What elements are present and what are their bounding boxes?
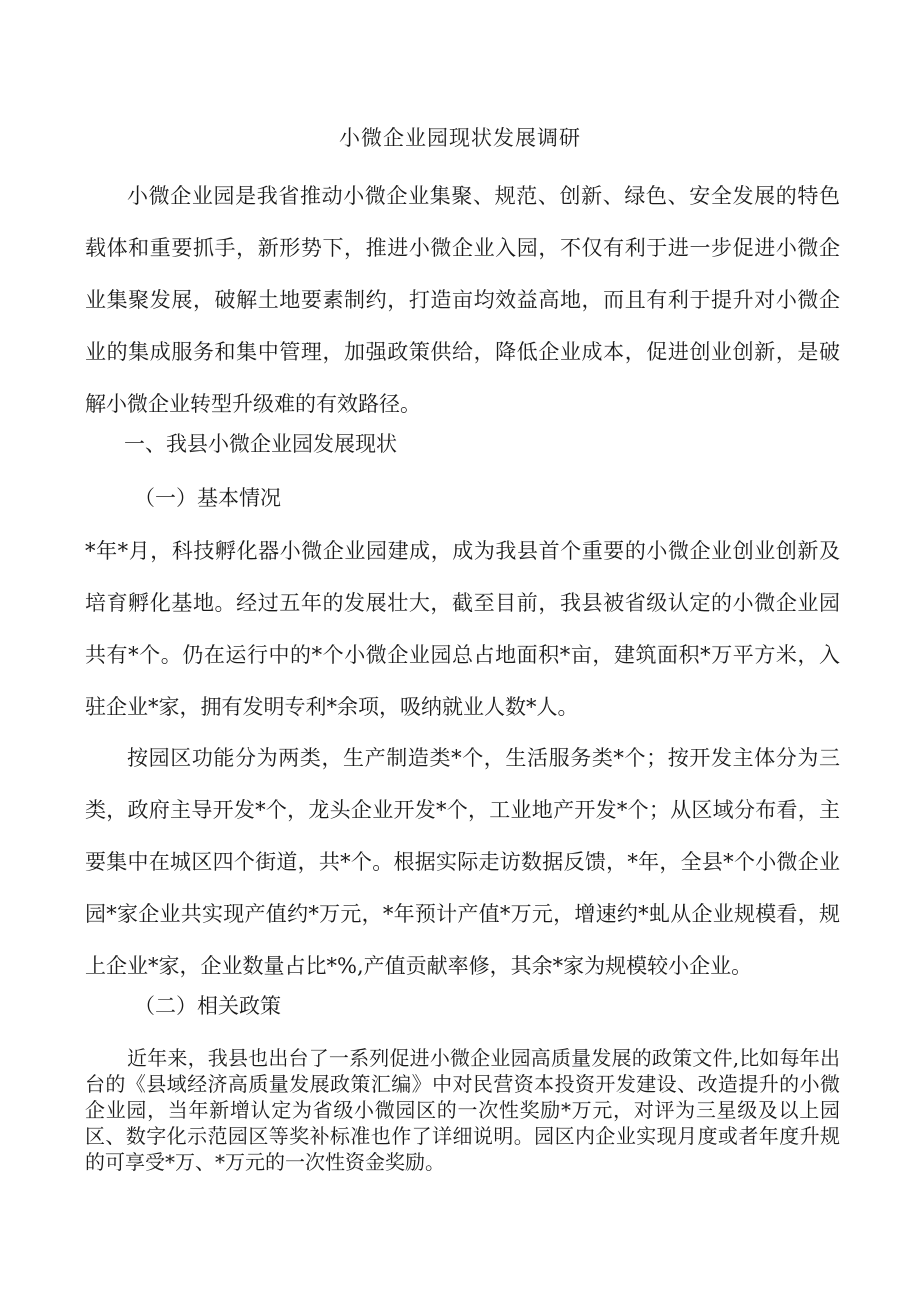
policy-paragraph: 近年来，我县也出台了一系列促进小微企业园高质量发展的政策文件,比如每年出台的《县域经济高质量发展政策汇编》中对民营资本投资开发建设、改造提升的小微企业园，当年新增认定为省级小微园区的一次性奖励*万元，对评为三星级及以上园区、数字化示范园区等奖补标准也作了详细说明。园区内企业实现月度或者年度升规的可享受*万、*万元的一次性资金奖励。 <box>85 1046 840 1174</box>
document-title: 小微企业园现状发展调研 <box>339 126 581 150</box>
section-heading: 一、我县小微企业园发展现状 <box>124 432 397 456</box>
basic-info-paragraph-1: *年*月，科技孵化器小微企业园建成，成为我县首个重要的小微企业创业创新及培育孵化基地。经过五年的发展壮大，截至目前，我县被省级认定的小微企业园共有*个。仍在运行中的*个小微企业园总占地面积*亩，建筑面积*万平方米，入驻企业*家，拥有发明专利*余项，吸纳就业人数*人。 <box>85 539 840 719</box>
basic-info-paragraph-2: 按园区功能分为两类，生产制造类*个，生活服务类*个；按开发主体分为三类，政府主导开发*个，龙头企业开发*个，工业地产开发*个；从区域分布看，主要集中在城区四个街道，共*个。根据实际走访数据反馈，*年，全县*个小微企业园*家企业共实现产值约*万元，*年预计产值*万元，增速约*虬从企业规模看，规上企业*家，企业数量占比*%,产值贡献率修，其余*家为规模较小企业。 <box>85 746 840 978</box>
intro-paragraph: 小微企业园是我省推动小微企业集聚、规范、创新、绿色、安全发展的特色载体和重要抓手，新形势下，推进小微企业入园，不仅有利于进一步促进小微企业集聚发展，破解土地要素制约，打造亩均效益高地，而且有利于提升对小微企业的集成服务和集中管理，加强政策供给，降低企业成本，促进创业创新，是破解小微企业转型升级难的有效路径。 <box>85 184 840 416</box>
subsection-heading-basic: （一）基本情况 <box>134 486 281 510</box>
subsection-heading-policy: （二）相关政策 <box>134 994 281 1018</box>
